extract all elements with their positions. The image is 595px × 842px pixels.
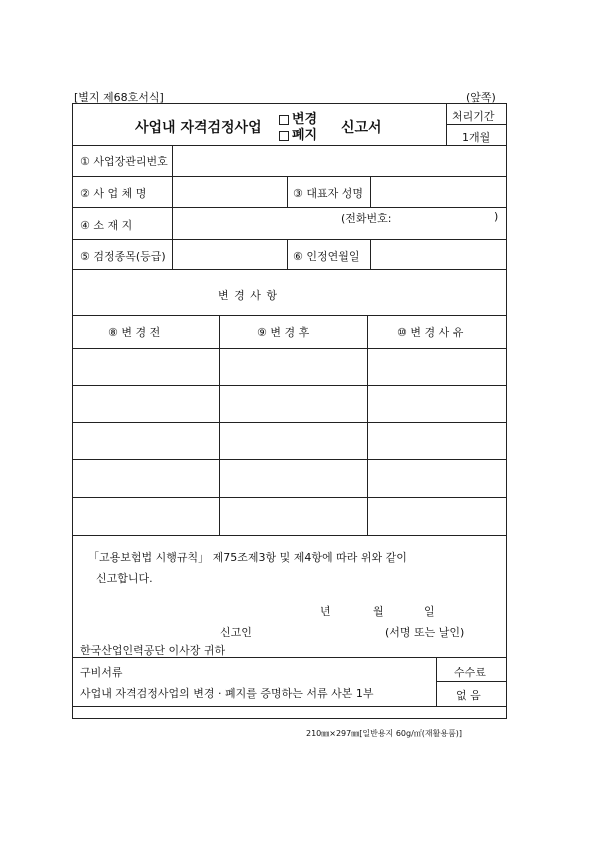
declarant-name-field[interactable]	[262, 620, 372, 638]
representative-label: ③ 대표자 성명	[293, 187, 363, 200]
change-after-cell[interactable]	[224, 395, 364, 413]
fee-value: 없 음	[456, 689, 481, 702]
declarant-label: 신고인	[220, 626, 252, 639]
addressee: 한국산업인력공단 이사장 귀하	[80, 644, 226, 657]
table-row	[72, 422, 507, 459]
page-side: (앞쪽)	[466, 91, 496, 104]
approval-date-label: ⑥ 인정연월일	[293, 250, 360, 263]
change-after-cell[interactable]	[224, 507, 364, 525]
location-field[interactable]	[178, 211, 338, 235]
documents-item: 사업내 자격검정사업의 변경 · 폐지를 증명하는 서류 사본 1부	[80, 687, 374, 700]
phone-close: )	[494, 210, 499, 223]
declaration-line-1: 「고용보험법 시행규칙」 제75조제3항 및 제4항에 따라 위와 같이	[88, 551, 407, 564]
representative-field[interactable]	[375, 180, 502, 202]
processing-period-value: 1개월	[462, 131, 491, 144]
phone-field[interactable]	[400, 209, 490, 223]
phone-label: (전화번호:	[341, 212, 392, 225]
checkbox-icon[interactable]	[279, 115, 289, 125]
exam-type-field[interactable]	[178, 243, 283, 265]
option-abolish[interactable]: 폐지	[279, 124, 317, 143]
change-after-cell[interactable]	[224, 469, 364, 487]
change-before-cell[interactable]	[76, 507, 216, 525]
change-before-cell[interactable]	[76, 432, 216, 450]
date-month: 월	[373, 605, 384, 618]
form-title: 사업내 자격검정사업	[135, 120, 262, 136]
change-reason-cell[interactable]	[372, 507, 502, 525]
change-reason-cell[interactable]	[372, 432, 502, 450]
change-before-cell[interactable]	[76, 469, 216, 487]
date-year: 년	[320, 605, 331, 618]
checkbox-icon[interactable]	[279, 131, 289, 141]
processing-period-label: 처리기간	[452, 110, 495, 123]
change-reason-cell[interactable]	[372, 469, 502, 487]
location-label: ④ 소 재 지	[80, 219, 133, 232]
change-before-cell[interactable]	[76, 395, 216, 413]
form-number: [별지 제68호서식]	[74, 91, 164, 104]
col-header-after: ⑨ 변 경 후	[257, 326, 310, 339]
col-header-before: ⑧ 변 경 전	[108, 326, 161, 339]
change-reason-cell[interactable]	[372, 358, 502, 376]
changes-section-title: 변 경 사 항	[218, 289, 278, 302]
table-row	[72, 497, 507, 535]
table-row	[72, 385, 507, 422]
fee-label: 수수료	[454, 666, 486, 679]
signature-note: (서명 또는 날인)	[385, 626, 465, 639]
change-after-cell[interactable]	[224, 432, 364, 450]
business-name-field[interactable]	[178, 180, 283, 202]
form-title-suffix: 신고서	[341, 120, 382, 136]
change-reason-cell[interactable]	[372, 395, 502, 413]
business-no-field[interactable]	[178, 149, 500, 171]
documents-label: 구비서류	[80, 666, 123, 679]
col-header-reason: ⑩ 변 경 사 유	[397, 326, 464, 339]
date-day: 일	[424, 605, 435, 618]
option-change[interactable]: 변경	[279, 108, 317, 127]
table-row	[72, 348, 507, 385]
change-after-cell[interactable]	[224, 358, 364, 376]
exam-type-label: ⑤ 검정종목(등급)	[80, 250, 166, 263]
change-before-cell[interactable]	[76, 358, 216, 376]
declaration-line-2: 신고합니다.	[96, 572, 153, 585]
approval-date-field[interactable]	[375, 243, 502, 265]
business-name-label: ② 사 업 체 명	[80, 187, 147, 200]
business-no-label: ① 사업장관리번호	[80, 155, 168, 168]
table-row	[72, 459, 507, 497]
paper-spec: 210㎜×297㎜[일반용지 60g/㎡(재활용품)]	[306, 729, 463, 738]
